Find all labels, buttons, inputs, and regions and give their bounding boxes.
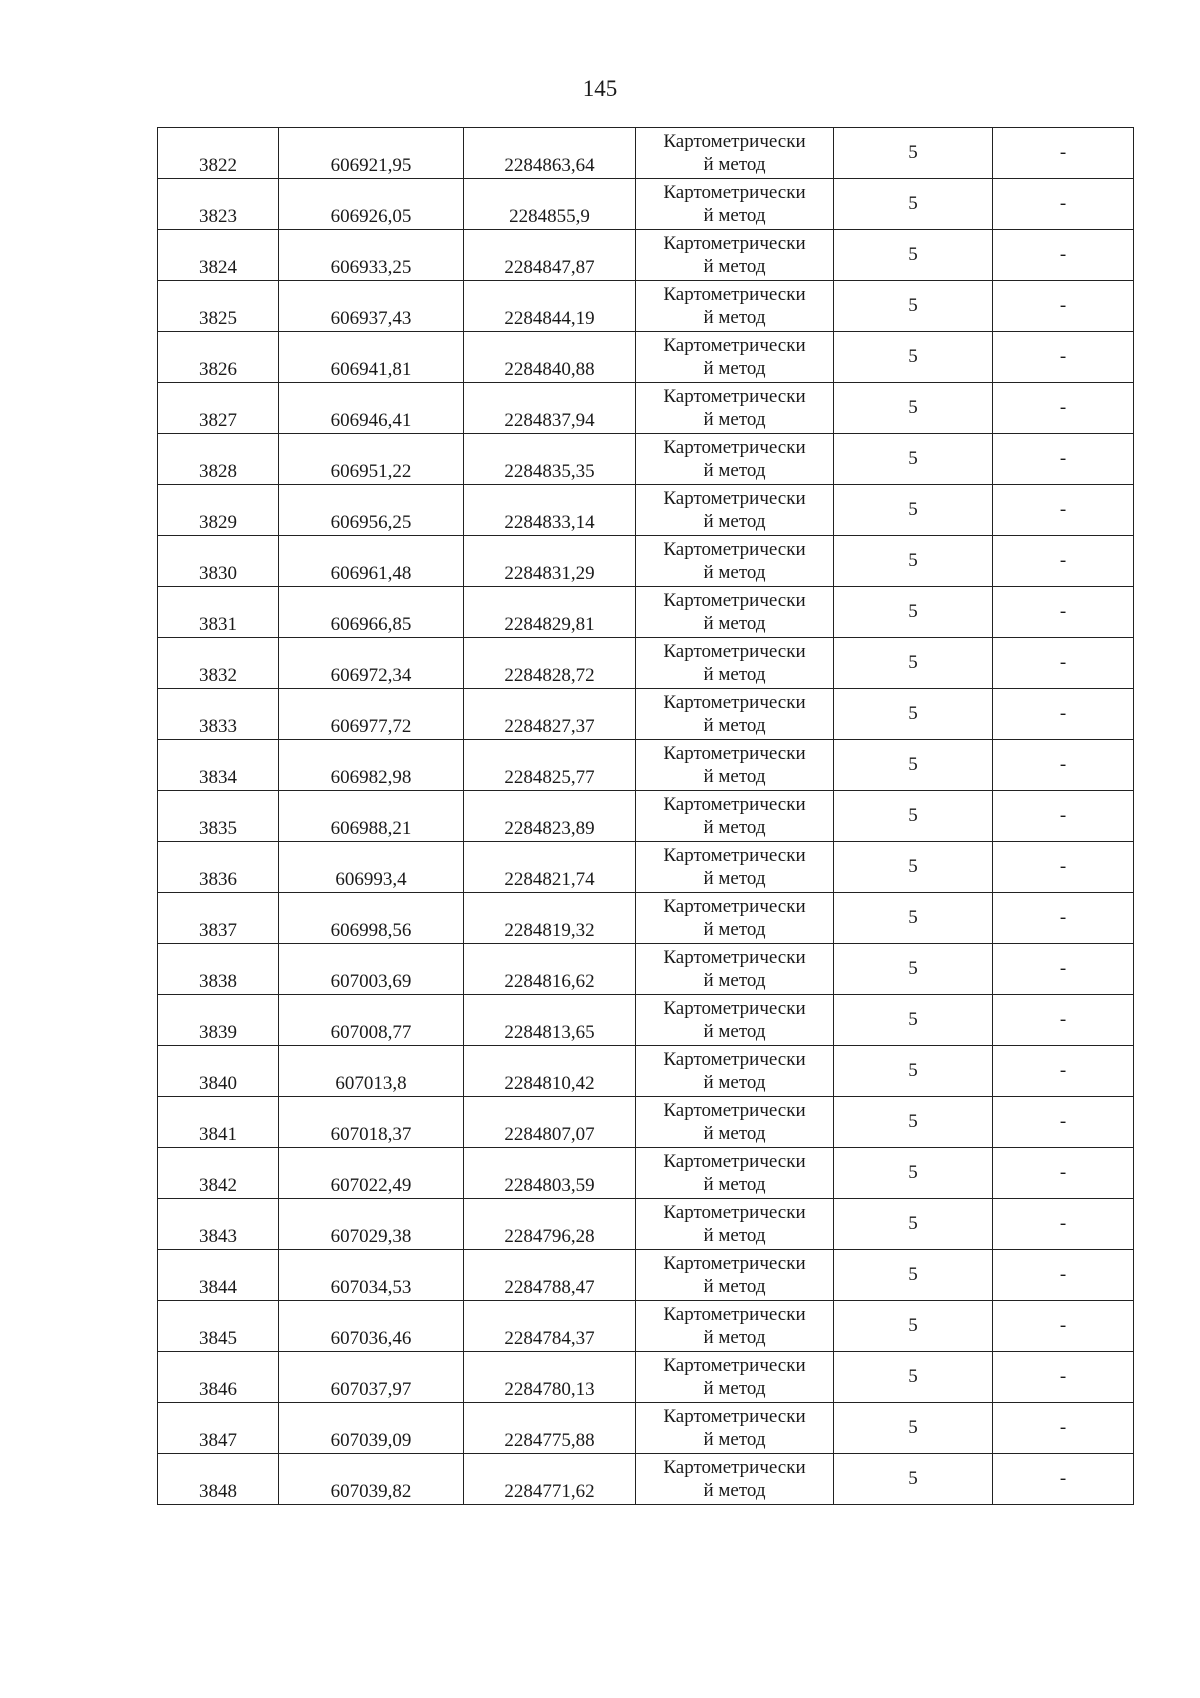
method-text: Картометрически й метод: [663, 895, 806, 940]
accuracy-cell: 5: [834, 1352, 993, 1403]
point-number-cell: 3837: [158, 893, 279, 944]
table-row: [158, 536, 1134, 587]
table-row: [158, 995, 1134, 1046]
method-cell: [636, 128, 834, 179]
accuracy-cell: 5: [834, 383, 993, 434]
x-coordinate-cell: 607022,49: [279, 1148, 464, 1199]
table-row: [158, 128, 1134, 179]
note-cell: -: [993, 1352, 1134, 1403]
x-coordinate-cell: 607003,69: [279, 944, 464, 995]
method-text: Картометрически й метод: [663, 1201, 806, 1246]
x-coordinate-cell: 606921,95: [279, 128, 464, 179]
table-row: [158, 383, 1134, 434]
method-cell: [636, 638, 834, 689]
x-coordinate-cell: 606956,25: [279, 485, 464, 536]
accuracy-cell: 5: [834, 179, 993, 230]
y-coordinate-cell: 2284835,35: [464, 434, 636, 485]
method-text: Картометрически й метод: [663, 1354, 806, 1399]
note-cell: -: [993, 1148, 1134, 1199]
x-coordinate-cell: 606993,4: [279, 842, 464, 893]
y-coordinate-cell: 2284816,62: [464, 944, 636, 995]
table-row: [158, 434, 1134, 485]
method-text: Картометрически й метод: [663, 538, 806, 583]
x-coordinate-cell: 607039,09: [279, 1403, 464, 1454]
point-number-cell: 3830: [158, 536, 279, 587]
method-cell: [636, 740, 834, 791]
y-coordinate-cell: 2284833,14: [464, 485, 636, 536]
note-cell: -: [993, 281, 1134, 332]
note-cell: -: [993, 179, 1134, 230]
method-text: Картометрически й метод: [663, 436, 806, 481]
note-cell: -: [993, 893, 1134, 944]
point-number-cell: 3834: [158, 740, 279, 791]
method-text: Картометрически й метод: [663, 385, 806, 430]
y-coordinate-cell: 2284771,62: [464, 1454, 636, 1505]
method-text: Картометрически й метод: [663, 1456, 806, 1501]
method-cell: [636, 587, 834, 638]
page-number: 145: [582, 76, 618, 101]
method-cell: [636, 995, 834, 1046]
y-coordinate-cell: 2284823,89: [464, 791, 636, 842]
note-cell: -: [993, 995, 1134, 1046]
y-coordinate-cell: 2284807,07: [464, 1097, 636, 1148]
point-number-cell: 3823: [158, 179, 279, 230]
x-coordinate-cell: 607018,37: [279, 1097, 464, 1148]
point-number-cell: 3845: [158, 1301, 279, 1352]
method-cell: [636, 485, 834, 536]
accuracy-cell: 5: [834, 1454, 993, 1505]
method-text: Картометрически й метод: [663, 997, 806, 1042]
point-number-cell: 3836: [158, 842, 279, 893]
method-cell: [636, 1097, 834, 1148]
point-number-cell: 3831: [158, 587, 279, 638]
method-text: Картометрически й метод: [663, 793, 806, 838]
method-cell: [636, 1046, 834, 1097]
y-coordinate-cell: 2284825,77: [464, 740, 636, 791]
table-row: [158, 332, 1134, 383]
table-row: [158, 638, 1134, 689]
note-cell: -: [993, 1199, 1134, 1250]
point-number-cell: 3833: [158, 689, 279, 740]
method-cell: [636, 1250, 834, 1301]
table-row: [158, 485, 1134, 536]
method-text: Картометрически й метод: [663, 946, 806, 991]
point-number-cell: 3838: [158, 944, 279, 995]
y-coordinate-cell: 2284837,94: [464, 383, 636, 434]
x-coordinate-cell: 606926,05: [279, 179, 464, 230]
method-text: Картометрически й метод: [663, 742, 806, 787]
point-number-cell: 3842: [158, 1148, 279, 1199]
note-cell: -: [993, 230, 1134, 281]
accuracy-cell: 5: [834, 740, 993, 791]
table-row: [158, 1403, 1134, 1454]
accuracy-cell: 5: [834, 1097, 993, 1148]
method-cell: [636, 1148, 834, 1199]
method-text: Картометрически й метод: [663, 1099, 806, 1144]
y-coordinate-cell: 2284796,28: [464, 1199, 636, 1250]
x-coordinate-cell: 606951,22: [279, 434, 464, 485]
y-coordinate-cell: 2284863,64: [464, 128, 636, 179]
coordinates-table-body: [158, 128, 1134, 1505]
point-number-cell: 3840: [158, 1046, 279, 1097]
coordinates-table: [157, 127, 1134, 1505]
accuracy-cell: 5: [834, 587, 993, 638]
method-cell: [636, 383, 834, 434]
accuracy-cell: 5: [834, 995, 993, 1046]
accuracy-cell: 5: [834, 1301, 993, 1352]
note-cell: -: [993, 791, 1134, 842]
accuracy-cell: 5: [834, 791, 993, 842]
note-cell: -: [993, 842, 1134, 893]
accuracy-cell: 5: [834, 1250, 993, 1301]
accuracy-cell: 5: [834, 1403, 993, 1454]
method-cell: [636, 1352, 834, 1403]
y-coordinate-cell: 2284813,65: [464, 995, 636, 1046]
method-cell: [636, 536, 834, 587]
note-cell: -: [993, 1046, 1134, 1097]
method-text: Картометрически й метод: [663, 334, 806, 379]
point-number-cell: 3839: [158, 995, 279, 1046]
accuracy-cell: 5: [834, 689, 993, 740]
method-text: Картометрически й метод: [663, 232, 806, 277]
method-cell: [636, 689, 834, 740]
note-cell: -: [993, 1454, 1134, 1505]
y-coordinate-cell: 2284821,74: [464, 842, 636, 893]
table-row: [158, 1148, 1134, 1199]
x-coordinate-cell: 606933,25: [279, 230, 464, 281]
point-number-cell: 3826: [158, 332, 279, 383]
method-cell: [636, 1454, 834, 1505]
accuracy-cell: 5: [834, 536, 993, 587]
y-coordinate-cell: 2284844,19: [464, 281, 636, 332]
table-row: [158, 230, 1134, 281]
method-text: Картометрически й метод: [663, 130, 806, 175]
x-coordinate-cell: 607036,46: [279, 1301, 464, 1352]
accuracy-cell: 5: [834, 1148, 993, 1199]
accuracy-cell: 5: [834, 485, 993, 536]
note-cell: -: [993, 1403, 1134, 1454]
accuracy-cell: 5: [834, 1199, 993, 1250]
table-row: [158, 1301, 1134, 1352]
table-row: [158, 179, 1134, 230]
note-cell: -: [993, 485, 1134, 536]
table-row: [158, 1454, 1134, 1505]
point-number-cell: 3825: [158, 281, 279, 332]
table-row: [158, 587, 1134, 638]
table-row: [158, 740, 1134, 791]
point-number-cell: 3841: [158, 1097, 279, 1148]
method-text: Картометрически й метод: [663, 181, 806, 226]
x-coordinate-cell: 607008,77: [279, 995, 464, 1046]
y-coordinate-cell: 2284827,37: [464, 689, 636, 740]
method-text: Картометрически й метод: [663, 691, 806, 736]
note-cell: -: [993, 944, 1134, 995]
y-coordinate-cell: 2284828,72: [464, 638, 636, 689]
method-cell: [636, 842, 834, 893]
table-row: [158, 689, 1134, 740]
point-number-cell: 3846: [158, 1352, 279, 1403]
x-coordinate-cell: 606988,21: [279, 791, 464, 842]
y-coordinate-cell: 2284847,87: [464, 230, 636, 281]
note-cell: -: [993, 740, 1134, 791]
x-coordinate-cell: 606982,98: [279, 740, 464, 791]
y-coordinate-cell: 2284819,32: [464, 893, 636, 944]
accuracy-cell: 5: [834, 893, 993, 944]
method-text: Картометрически й метод: [663, 1252, 806, 1297]
x-coordinate-cell: 607039,82: [279, 1454, 464, 1505]
accuracy-cell: 5: [834, 638, 993, 689]
method-text: Картометрически й метод: [663, 844, 806, 889]
x-coordinate-cell: 606941,81: [279, 332, 464, 383]
x-coordinate-cell: 606972,34: [279, 638, 464, 689]
table-row: [158, 281, 1134, 332]
note-cell: -: [993, 1097, 1134, 1148]
method-cell: [636, 230, 834, 281]
note-cell: -: [993, 536, 1134, 587]
x-coordinate-cell: 607013,8: [279, 1046, 464, 1097]
table-row: [158, 1097, 1134, 1148]
point-number-cell: 3844: [158, 1250, 279, 1301]
point-number-cell: 3828: [158, 434, 279, 485]
method-cell: [636, 179, 834, 230]
method-cell: [636, 1301, 834, 1352]
accuracy-cell: 5: [834, 332, 993, 383]
method-cell: [636, 944, 834, 995]
x-coordinate-cell: 607034,53: [279, 1250, 464, 1301]
accuracy-cell: 5: [834, 944, 993, 995]
table-row: [158, 1352, 1134, 1403]
method-cell: [636, 1403, 834, 1454]
y-coordinate-cell: 2284780,13: [464, 1352, 636, 1403]
method-text: Картометрически й метод: [663, 1405, 806, 1450]
y-coordinate-cell: 2284803,59: [464, 1148, 636, 1199]
note-cell: -: [993, 1301, 1134, 1352]
x-coordinate-cell: 606961,48: [279, 536, 464, 587]
method-cell: [636, 332, 834, 383]
note-cell: -: [993, 587, 1134, 638]
method-cell: [636, 791, 834, 842]
note-cell: -: [993, 128, 1134, 179]
point-number-cell: 3829: [158, 485, 279, 536]
y-coordinate-cell: 2284840,88: [464, 332, 636, 383]
method-cell: [636, 893, 834, 944]
point-number-cell: 3832: [158, 638, 279, 689]
point-number-cell: 3827: [158, 383, 279, 434]
method-text: Картометрически й метод: [663, 589, 806, 634]
point-number-cell: 3843: [158, 1199, 279, 1250]
x-coordinate-cell: 606966,85: [279, 587, 464, 638]
x-coordinate-cell: 606937,43: [279, 281, 464, 332]
x-coordinate-cell: 607029,38: [279, 1199, 464, 1250]
x-coordinate-cell: 607037,97: [279, 1352, 464, 1403]
method-text: Картометрически й метод: [663, 1048, 806, 1093]
method-cell: [636, 1199, 834, 1250]
note-cell: -: [993, 434, 1134, 485]
accuracy-cell: 5: [834, 842, 993, 893]
y-coordinate-cell: 2284784,37: [464, 1301, 636, 1352]
method-text: Картометрически й метод: [663, 1303, 806, 1348]
point-number-cell: 3824: [158, 230, 279, 281]
table-row: [158, 1046, 1134, 1097]
table-row: [158, 842, 1134, 893]
table-row: [158, 1199, 1134, 1250]
table-row: [158, 944, 1134, 995]
y-coordinate-cell: 2284810,42: [464, 1046, 636, 1097]
method-text: Картометрически й метод: [663, 487, 806, 532]
method-cell: [636, 434, 834, 485]
y-coordinate-cell: 2284788,47: [464, 1250, 636, 1301]
accuracy-cell: 5: [834, 281, 993, 332]
table-row: [158, 1250, 1134, 1301]
point-number-cell: 3848: [158, 1454, 279, 1505]
x-coordinate-cell: 606977,72: [279, 689, 464, 740]
y-coordinate-cell: 2284775,88: [464, 1403, 636, 1454]
x-coordinate-cell: 606998,56: [279, 893, 464, 944]
table-row: [158, 893, 1134, 944]
accuracy-cell: 5: [834, 1046, 993, 1097]
method-cell: [636, 281, 834, 332]
point-number-cell: 3835: [158, 791, 279, 842]
method-text: Картометрически й метод: [663, 283, 806, 328]
note-cell: -: [993, 383, 1134, 434]
y-coordinate-cell: 2284831,29: [464, 536, 636, 587]
accuracy-cell: 5: [834, 230, 993, 281]
table-row: [158, 791, 1134, 842]
y-coordinate-cell: 2284829,81: [464, 587, 636, 638]
note-cell: -: [993, 332, 1134, 383]
note-cell: -: [993, 689, 1134, 740]
method-text: Картометрически й метод: [663, 1150, 806, 1195]
y-coordinate-cell: 2284855,9: [464, 179, 636, 230]
point-number-cell: 3822: [158, 128, 279, 179]
point-number-cell: 3847: [158, 1403, 279, 1454]
note-cell: -: [993, 638, 1134, 689]
x-coordinate-cell: 606946,41: [279, 383, 464, 434]
accuracy-cell: 5: [834, 434, 993, 485]
accuracy-cell: 5: [834, 128, 993, 179]
note-cell: -: [993, 1250, 1134, 1301]
method-text: Картометрически й метод: [663, 640, 806, 685]
